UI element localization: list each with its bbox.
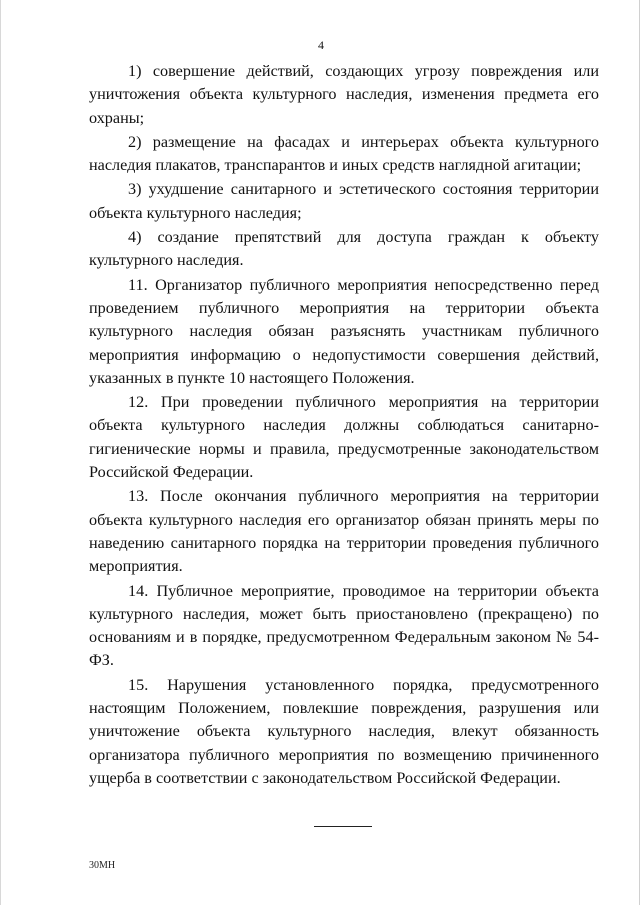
paragraph-clause-13: 13. После окончания публичного мероприятия на территории объекта культурного наследия его организатор обязан принять меры по наведению санитарного порядка на территории проведения публичного мероприятия. [89,487,599,576]
paragraph-clause-14: 14. Публичное мероприятие, проводимое на территории объекта культурного наследия, может быть приостановлено (прекращено) по основаниям и в порядке, предусмотренном Федеральным законом № 54-ФЗ. [89,581,599,670]
end-separator-line [314,826,372,827]
document-body [89,60,599,790]
footer-document-code: 30МН [89,860,116,871]
paragraph-item-1: 1) совершение действий, создающих угрозу повреждения или уничтожения объекта культурного наследия, изменения предмета его охраны; [89,62,599,127]
paragraph-clause-12: 12. При проведении публичного мероприятия на территории объекта культурного наследия должны соблюдаться санитарно-гигиенические нормы и правила, предусмотренные законодательством Российской Федерации. [89,393,599,482]
paragraph-item-3: 3) ухудшение санитарного и эстетического состояния территории объекта культурного наследия; [89,180,599,222]
paragraph-clause-15: 15. Нарушения установленного порядка, предусмотренного настоящим Положением, повлекшие повреждения, разрушения или уничтожение объекта культурного наследия, влекут обязанность организатора публичного мероприятия по возмещению причиненного ущерба в соответствии с законодательством Российской Федерации. [89,675,599,787]
paragraph-item-4: 4) создание препятствий для доступа граждан к объекту культурного наследия. [89,228,599,270]
page-number: 4 [318,38,324,52]
paragraph-item-2: 2) размещение на фасадах и интерьерах объекта культурного наследия плакатов, транспарантов и иных средств наглядной агитации; [89,132,599,175]
paragraph-clause-11: 11. Организатор публичного мероприятия непосредственно перед проведением публичного мероприятия на территории объекта культурного наследия обязан разъяснять участникам публичного мероприятия информацию о недопустимости совершения действий, указанных в пункте 10 настоящего Положения. [89,275,599,387]
